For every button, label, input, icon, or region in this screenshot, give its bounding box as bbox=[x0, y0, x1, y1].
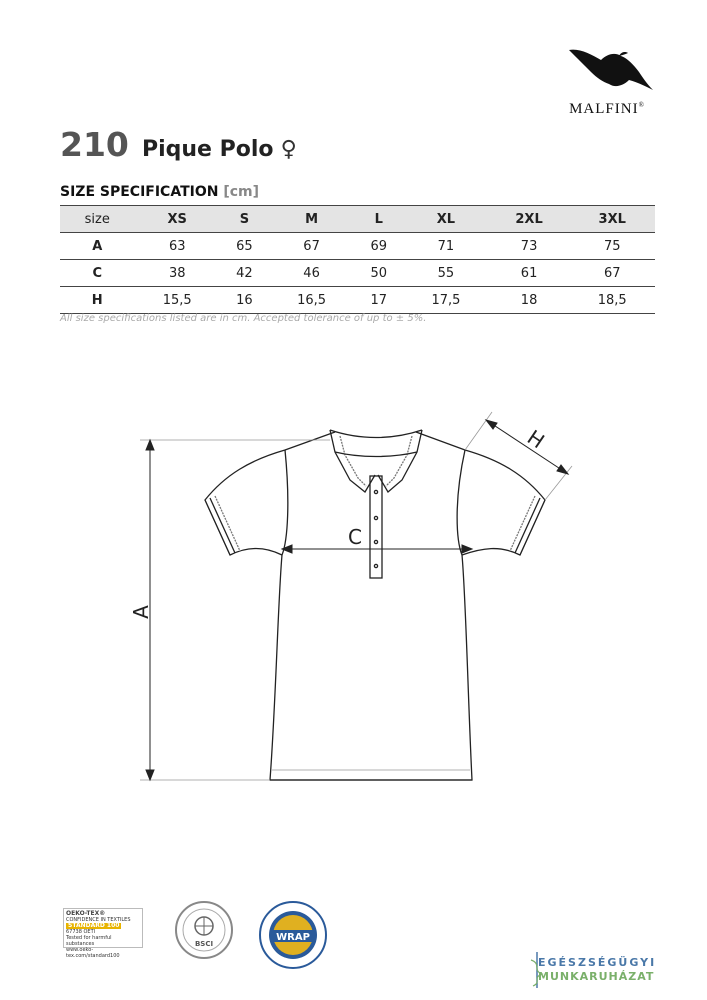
eagle-icon bbox=[557, 42, 657, 97]
table-header-row bbox=[60, 206, 655, 233]
oeko-code: 67738 OETI bbox=[66, 929, 96, 935]
product-title bbox=[60, 125, 297, 164]
row-label: A bbox=[60, 233, 134, 260]
dimension-a bbox=[140, 440, 330, 780]
table-cell: 18,5 bbox=[569, 287, 655, 314]
oeko-tested: Tested for harmful substances bbox=[66, 935, 112, 947]
table-cell: 63 bbox=[134, 233, 220, 260]
watermark bbox=[528, 948, 688, 996]
table-row bbox=[60, 260, 655, 287]
brand-logo bbox=[557, 42, 657, 118]
header-cell: XL bbox=[403, 206, 489, 233]
table-row bbox=[60, 287, 655, 314]
table-row bbox=[60, 233, 655, 260]
table-cell: 71 bbox=[403, 233, 489, 260]
registered-mark: ® bbox=[638, 101, 645, 109]
table-cell: 16 bbox=[220, 287, 269, 314]
table-cell: 73 bbox=[489, 233, 570, 260]
row-label: H bbox=[60, 287, 134, 314]
oeko-standard: STANDARD 100 bbox=[68, 922, 120, 929]
size-table bbox=[60, 205, 655, 314]
watermark-line2: MUNKARUHÁZAT bbox=[538, 970, 655, 983]
row-label: C bbox=[60, 260, 134, 287]
watermark-line1: EGÉSZSÉGÜGYI bbox=[538, 956, 657, 969]
table-cell: 67 bbox=[269, 233, 355, 260]
table-cell: 75 bbox=[569, 233, 655, 260]
header-cell: 2XL bbox=[489, 206, 570, 233]
header-cell: size bbox=[60, 206, 134, 233]
table-cell: 69 bbox=[354, 233, 403, 260]
table-cell: 46 bbox=[269, 260, 355, 287]
table-cell: 17 bbox=[354, 287, 403, 314]
table-cell: 67 bbox=[569, 260, 655, 287]
table-cell: 16,5 bbox=[269, 287, 355, 314]
table-cell: 17,5 bbox=[403, 287, 489, 314]
brand-text: MALFINI bbox=[569, 101, 639, 117]
table-cell: 15,5 bbox=[134, 287, 220, 314]
header-cell: M bbox=[269, 206, 355, 233]
spec-heading-text: SIZE SPECIFICATION bbox=[60, 184, 219, 200]
table-cell: 65 bbox=[220, 233, 269, 260]
polo-diagram bbox=[0, 360, 707, 810]
oeko-subtitle: CONFIDENCE IN TEXTILES bbox=[66, 917, 131, 923]
table-cell: 50 bbox=[354, 260, 403, 287]
header-cell: XS bbox=[134, 206, 220, 233]
header-cell: 3XL bbox=[569, 206, 655, 233]
table-cell: 55 bbox=[403, 260, 489, 287]
table-cell: 61 bbox=[489, 260, 570, 287]
header-cell: S bbox=[220, 206, 269, 233]
wrap-label: WRAP bbox=[276, 932, 310, 943]
female-icon: ♀ bbox=[280, 137, 297, 162]
oeko-tex-badge bbox=[63, 908, 143, 959]
table-cell: 18 bbox=[489, 287, 570, 314]
product-name: Pique Polo bbox=[141, 137, 274, 162]
table-cell: 42 bbox=[220, 260, 269, 287]
dimension-a-label: A bbox=[129, 605, 153, 619]
brand-name bbox=[557, 101, 657, 118]
bsci-label: BSCI bbox=[194, 940, 214, 948]
header-cell: L bbox=[354, 206, 403, 233]
tolerance-note: All size specifications listed are in cm. Accepted tolerance of up to ± 5%. bbox=[60, 313, 427, 324]
dimension-h bbox=[465, 412, 572, 500]
product-code: 210 bbox=[60, 125, 129, 164]
spec-heading bbox=[60, 184, 259, 200]
dimension-c bbox=[282, 545, 472, 553]
dimension-c-label: C bbox=[348, 525, 362, 549]
oeko-url: www.oeko-tex.com/standard100 bbox=[66, 947, 120, 959]
wrap-badge bbox=[258, 900, 328, 970]
dimension-h-label: H bbox=[522, 425, 549, 454]
spec-unit: [cm] bbox=[223, 184, 260, 200]
oeko-title: OEKO-TEX® bbox=[66, 910, 106, 917]
polo-outline bbox=[205, 430, 545, 780]
table-cell: 38 bbox=[134, 260, 220, 287]
bsci-badge bbox=[174, 900, 234, 960]
